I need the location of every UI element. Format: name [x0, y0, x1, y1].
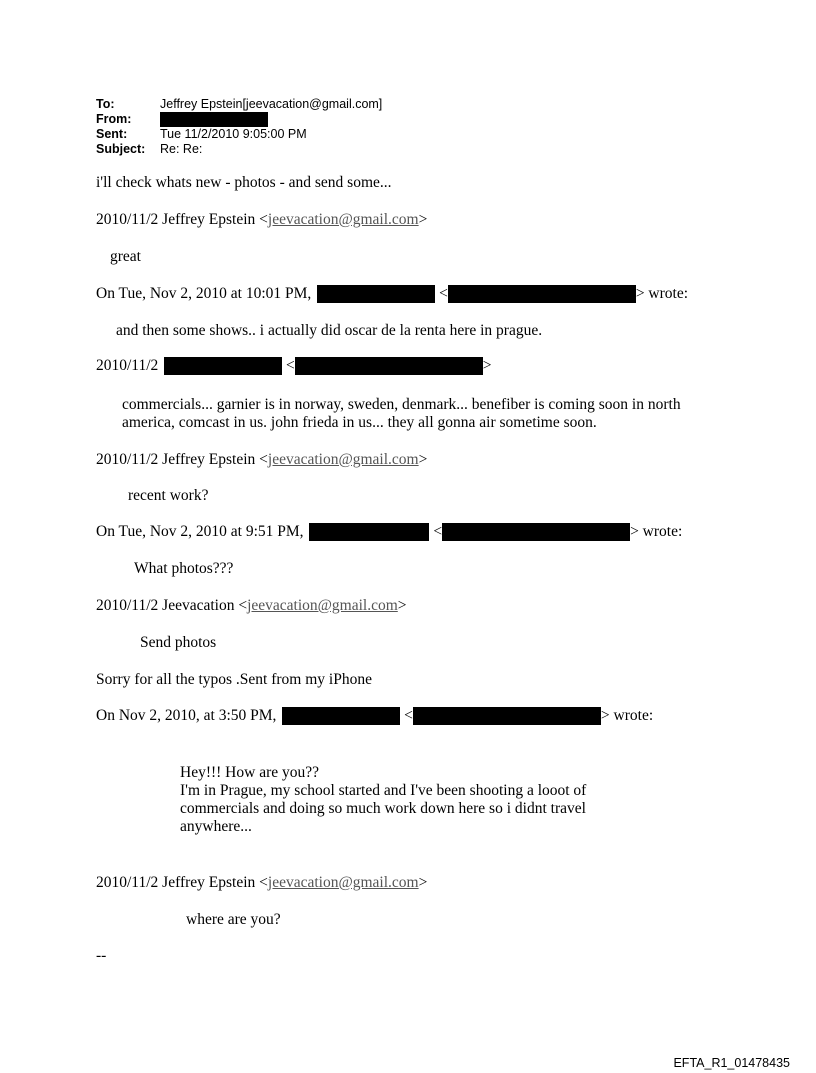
body-line-check-photos: i'll check whats new - photos - and send some...	[96, 174, 392, 191]
body-line: commercials and doing so much work down here so i didnt travel	[180, 800, 586, 817]
quote-header-text: 2010/11/2 Jeffrey Epstein <	[96, 874, 268, 891]
quote-header-jeevacation	[96, 597, 407, 615]
redaction-box	[295, 357, 483, 375]
quote-header-wrote-2	[96, 523, 682, 541]
body-line-shows: and then some shows.. i actually did oscar de la renta here in prague.	[116, 322, 543, 339]
redaction-box	[282, 707, 400, 725]
gt-sign: >	[482, 357, 492, 374]
quote-header-epstein-3	[96, 874, 427, 892]
quote-header-close: >	[418, 874, 428, 891]
body-line-signature: Sorry for all the typos .Sent from my iPhone	[96, 671, 372, 688]
quote-header-text: On Tue, Nov 2, 2010 at 10:01 PM,	[96, 285, 312, 302]
quote-header-text: On Tue, Nov 2, 2010 at 9:51 PM,	[96, 523, 304, 540]
email-link[interactable]: jeevacation@gmail.com	[247, 597, 398, 614]
quote-header-wrote-3	[96, 707, 653, 725]
quote-header-wrote-1	[96, 285, 688, 303]
redaction-box	[309, 523, 429, 541]
redaction-box	[413, 707, 601, 725]
quote-header-text: 2010/11/2	[96, 357, 159, 374]
email-link[interactable]: jeevacation@gmail.com	[267, 874, 419, 891]
body-line-send-photos: Send photos	[140, 634, 217, 651]
body-line: Hey!!! How are you??	[180, 764, 320, 781]
wrote-text: > wrote:	[600, 707, 654, 724]
quote-header-close: >	[418, 451, 428, 468]
lt-sign: <	[433, 523, 443, 540]
subject-label: Subject:	[96, 142, 146, 156]
body-line: anywhere...	[180, 818, 252, 835]
body-line-what-photos: What photos???	[134, 560, 234, 577]
to-label: To:	[96, 97, 115, 111]
quote-header-text: 2010/11/2 Jeffrey Epstein <	[96, 451, 268, 468]
quote-header-close: >	[397, 597, 407, 614]
redaction-box	[164, 357, 282, 375]
lt-sign: <	[286, 357, 295, 374]
subject-value: Re: Re:	[160, 142, 203, 156]
body-paragraph-commercials	[122, 396, 681, 432]
signature-separator: --	[96, 947, 107, 964]
from-label: From:	[96, 112, 132, 126]
lt-sign: <	[439, 285, 448, 302]
redaction-box	[317, 285, 435, 303]
body-line: I'm in Prague, my school started and I've been shooting a looot of	[180, 782, 587, 799]
quote-header-redacted	[96, 357, 492, 375]
document-id: EFTA_R1_01478435	[673, 1056, 790, 1070]
body-paragraph-prague	[180, 764, 586, 836]
quote-header-epstein-2	[96, 451, 427, 469]
quote-header-text: 2010/11/2 Jeffrey Epstein <	[96, 211, 268, 228]
to-value: Jeffrey Epstein[jeevacation@gmail.com]	[160, 97, 383, 111]
body-line: commercials... garnier is in norway, sweden, denmark... benefiber is coming soon in north	[122, 396, 681, 413]
sent-label: Sent:	[96, 127, 128, 141]
body-line-where-are-you: where are you?	[186, 911, 281, 928]
wrote-text: > wrote:	[635, 285, 689, 302]
lt-sign: <	[404, 707, 413, 724]
body-line-great: great	[110, 248, 141, 265]
quote-header-close: >	[418, 211, 428, 228]
email-link[interactable]: jeevacation@gmail.com	[267, 451, 419, 468]
email-link[interactable]: jeevacation@gmail.com	[267, 211, 419, 228]
redaction-box	[448, 285, 636, 303]
body-line: america, comcast in us. john frieda in us... they all gonna air sometime soon.	[122, 414, 597, 431]
sent-value: Tue 11/2/2010 9:05:00 PM	[160, 127, 307, 141]
quote-header-text: On Nov 2, 2010, at 3:50 PM,	[96, 707, 277, 724]
from-redaction	[160, 111, 268, 127]
quote-header-text: 2010/11/2 Jeevacation <	[96, 597, 248, 614]
wrote-text: > wrote:	[630, 523, 683, 540]
body-line-recent-work: recent work?	[128, 487, 209, 504]
redaction-box	[442, 523, 630, 541]
quote-header-epstein-1	[96, 211, 427, 229]
